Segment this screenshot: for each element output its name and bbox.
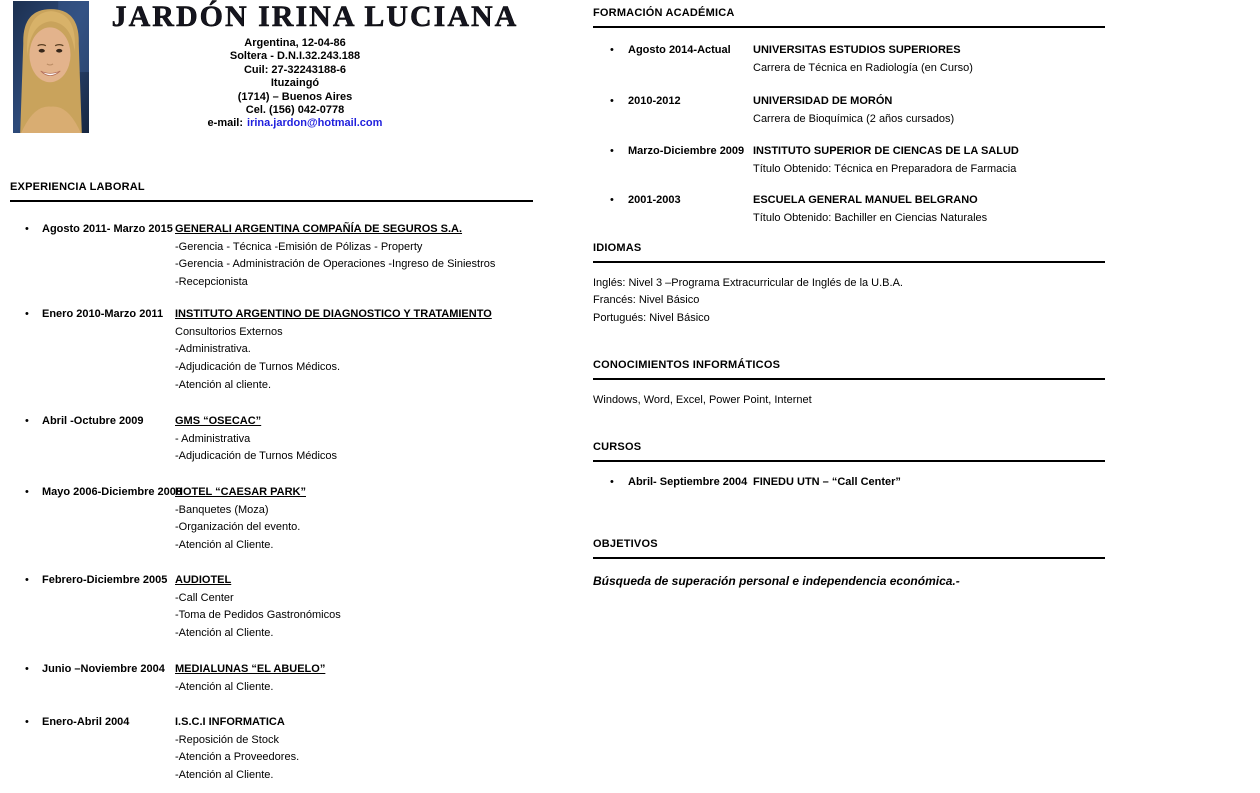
job-date: Junio –Noviembre 2004 — [42, 663, 165, 675]
job-date: Mayo 2006-Diciembre 2008 — [42, 486, 183, 498]
conocimientos-text: Windows, Word, Excel, Power Point, Internet — [593, 394, 812, 406]
job-entry-isci — [10, 714, 533, 785]
job-date: Febrero-Diciembre 2005 — [42, 574, 168, 586]
right-column — [593, 0, 1105, 793]
contact-line-dni: Soltera - D.N.I.32.243.188 — [229, 50, 361, 63]
bullet-icon: • — [25, 486, 29, 498]
bullet-icon: • — [610, 194, 614, 206]
bullet-icon: • — [25, 716, 29, 728]
job-detail: -Call Center — [175, 591, 234, 604]
edu-date: 2010-2012 — [628, 95, 681, 107]
job-entry-audiotel — [10, 572, 533, 643]
job-detail: -Atención al cliente. — [175, 378, 271, 391]
contact-line-province: (1714) – Buenos Aires — [237, 90, 353, 103]
job-entry-osecac — [10, 413, 533, 466]
job-detail: -Atención al Cliente. — [175, 769, 274, 782]
job-detail: -Adjudicación de Turnos Médicos. — [175, 361, 341, 374]
cv-name: JARDÓN IRINA LUCIANA — [111, 0, 519, 33]
job-detail: -Gerencia - Administración de Operaciones -Ingreso de Siniestros — [175, 258, 496, 271]
bullet-icon: • — [610, 145, 614, 157]
job-detail: -Reposición de Stock — [175, 733, 279, 746]
job-org: I.S.C.I INFORMATICA — [175, 716, 285, 728]
job-body — [175, 714, 533, 785]
job-org: HOTEL “CAESAR PARK” — [175, 486, 306, 498]
email-label: e-mail: — [207, 117, 244, 130]
job-detail: -Atención al Cliente. — [175, 539, 274, 552]
edu-detail: Carrera de Bioquímica (2 años cursados) — [753, 112, 955, 125]
job-detail: - Administrativa — [175, 432, 251, 445]
bullet-icon: • — [610, 44, 614, 56]
edu-entry-moron — [593, 93, 1105, 128]
job-entry-generali — [10, 221, 533, 292]
job-body — [175, 484, 533, 555]
section-title: CONOCIMIENTOS INFORMÁTICOS — [593, 359, 781, 371]
bullet-icon: • — [25, 574, 29, 586]
curso-org: FINEDU UTN – “Call Center” — [753, 476, 901, 488]
job-body — [175, 413, 533, 466]
edu-entry-universitas — [593, 42, 1105, 77]
edu-detail: Título Obtenido: Bachiller en Ciencias Naturales — [753, 211, 988, 224]
contact-line-cuil: Cuil: 27-32243188-6 — [243, 63, 347, 76]
job-entry-medialunas — [10, 661, 533, 696]
section-idiomas-header — [593, 242, 1105, 263]
section-title: FORMACIÓN ACADÉMICA — [593, 7, 735, 19]
job-date: Abril -Octubre 2009 — [42, 415, 144, 427]
bullet-icon: • — [25, 223, 29, 235]
job-org: GENERALI ARGENTINA COMPAÑÍA DE SEGUROS S.A. — [175, 223, 463, 235]
edu-date: Marzo-Diciembre 2009 — [628, 145, 745, 157]
job-detail: -Banquetes (Moza) — [175, 503, 269, 516]
edu-entry-ciencias-salud — [593, 143, 1105, 178]
job-body — [175, 306, 533, 395]
job-date: Enero 2010-Marzo 2011 — [42, 308, 164, 320]
job-detail: Consultorios Externos — [175, 325, 283, 338]
objetivos-text: Búsqueda de superación personal e independencia económica.- — [593, 574, 960, 588]
contact-line-city: Ituzaingó — [270, 77, 320, 90]
job-entry-caesar-park — [10, 484, 533, 555]
edu-date: 2001-2003 — [628, 194, 681, 206]
section-experiencia-header — [10, 181, 533, 202]
curso-date: Abril- Septiembre 2004 — [628, 476, 748, 488]
bullet-icon: • — [25, 308, 29, 320]
edu-body — [753, 93, 1105, 128]
edu-body — [753, 192, 1105, 227]
bullet-icon: • — [25, 663, 29, 675]
job-detail: -Atención a Proveedores. — [175, 751, 300, 764]
edu-entry-belgrano — [593, 192, 1105, 227]
job-body — [175, 661, 533, 696]
curso-entry-finedu — [593, 474, 1105, 492]
section-title: CURSOS — [593, 441, 642, 453]
job-org: MEDIALUNAS “EL ABUELO” — [175, 663, 326, 675]
idioma-line-ingles: Inglés: Nivel 3 –Programa Extracurricular de Inglés de la U.B.A. — [593, 277, 903, 289]
bullet-icon: • — [610, 476, 614, 488]
job-detail: -Toma de Pedidos Gastronómicos — [175, 609, 341, 622]
job-detail: -Gerencia - Técnica -Emisión de Pólizas - Property — [175, 240, 423, 253]
contact-line-birth: Argentina, 12-04-86 — [244, 37, 346, 49]
section-formacion-header — [593, 7, 1105, 28]
edu-org: UNIVERSITAS ESTUDIOS SUPERIORES — [753, 44, 961, 56]
edu-body — [753, 42, 1105, 77]
job-org: GMS “OSECAC” — [175, 415, 262, 427]
job-detail: -Adjudicación de Turnos Médicos — [175, 450, 338, 463]
job-body — [175, 221, 533, 292]
job-detail: -Administrativa. — [175, 343, 251, 356]
job-date: Agosto 2011- Marzo 2015 — [42, 223, 173, 235]
section-conocimientos-header — [593, 359, 1105, 380]
edu-org: INSTITUTO SUPERIOR DE CIENCAS DE LA SALUD — [753, 145, 1019, 157]
contact-line-phone: Cel. (156) 042-0778 — [245, 104, 345, 117]
bullet-icon: • — [610, 95, 614, 107]
section-title: EXPERIENCIA LABORAL — [10, 181, 145, 193]
job-detail: -Organización del evento. — [175, 521, 301, 534]
bullet-icon: • — [25, 415, 29, 427]
edu-detail: Carrera de Técnica en Radiología (en Curso) — [753, 61, 973, 74]
section-title: IDIOMAS — [593, 242, 642, 254]
idiomas-block — [593, 275, 1105, 327]
section-title: OBJETIVOS — [593, 538, 658, 550]
idioma-line-portugues: Portugués: Nivel Básico — [593, 311, 710, 324]
job-body — [175, 572, 533, 643]
curso-body — [753, 474, 1105, 492]
job-org: INSTITUTO ARGENTINO DE DIAGNOSTICO Y TRATAMIENTO — [175, 308, 492, 320]
job-date: Enero-Abril 2004 — [42, 716, 130, 728]
edu-org: ESCUELA GENERAL MANUEL BELGRANO — [753, 194, 978, 206]
email-link[interactable]: irina.jardon@hotmail.com — [247, 117, 383, 130]
edu-date: Agosto 2014-Actual — [628, 44, 731, 56]
edu-body — [753, 143, 1105, 178]
edu-org: UNIVERSIDAD DE MORÓN — [753, 95, 893, 107]
edu-detail: Título Obtenido: Técnica en Preparadora de Farmacia — [753, 162, 1017, 175]
job-entry-instituto-diagnostico — [10, 306, 533, 395]
section-cursos-header — [593, 441, 1105, 462]
idioma-line-frances: Francés: Nivel Básico — [593, 294, 700, 307]
job-detail: -Recepcionista — [175, 276, 248, 289]
job-org: AUDIOTEL — [175, 574, 232, 586]
section-objetivos-header — [593, 538, 1105, 559]
job-detail: -Atención al Cliente. — [175, 627, 274, 640]
job-detail: -Atención al Cliente. — [175, 680, 274, 693]
left-column — [10, 0, 533, 793]
